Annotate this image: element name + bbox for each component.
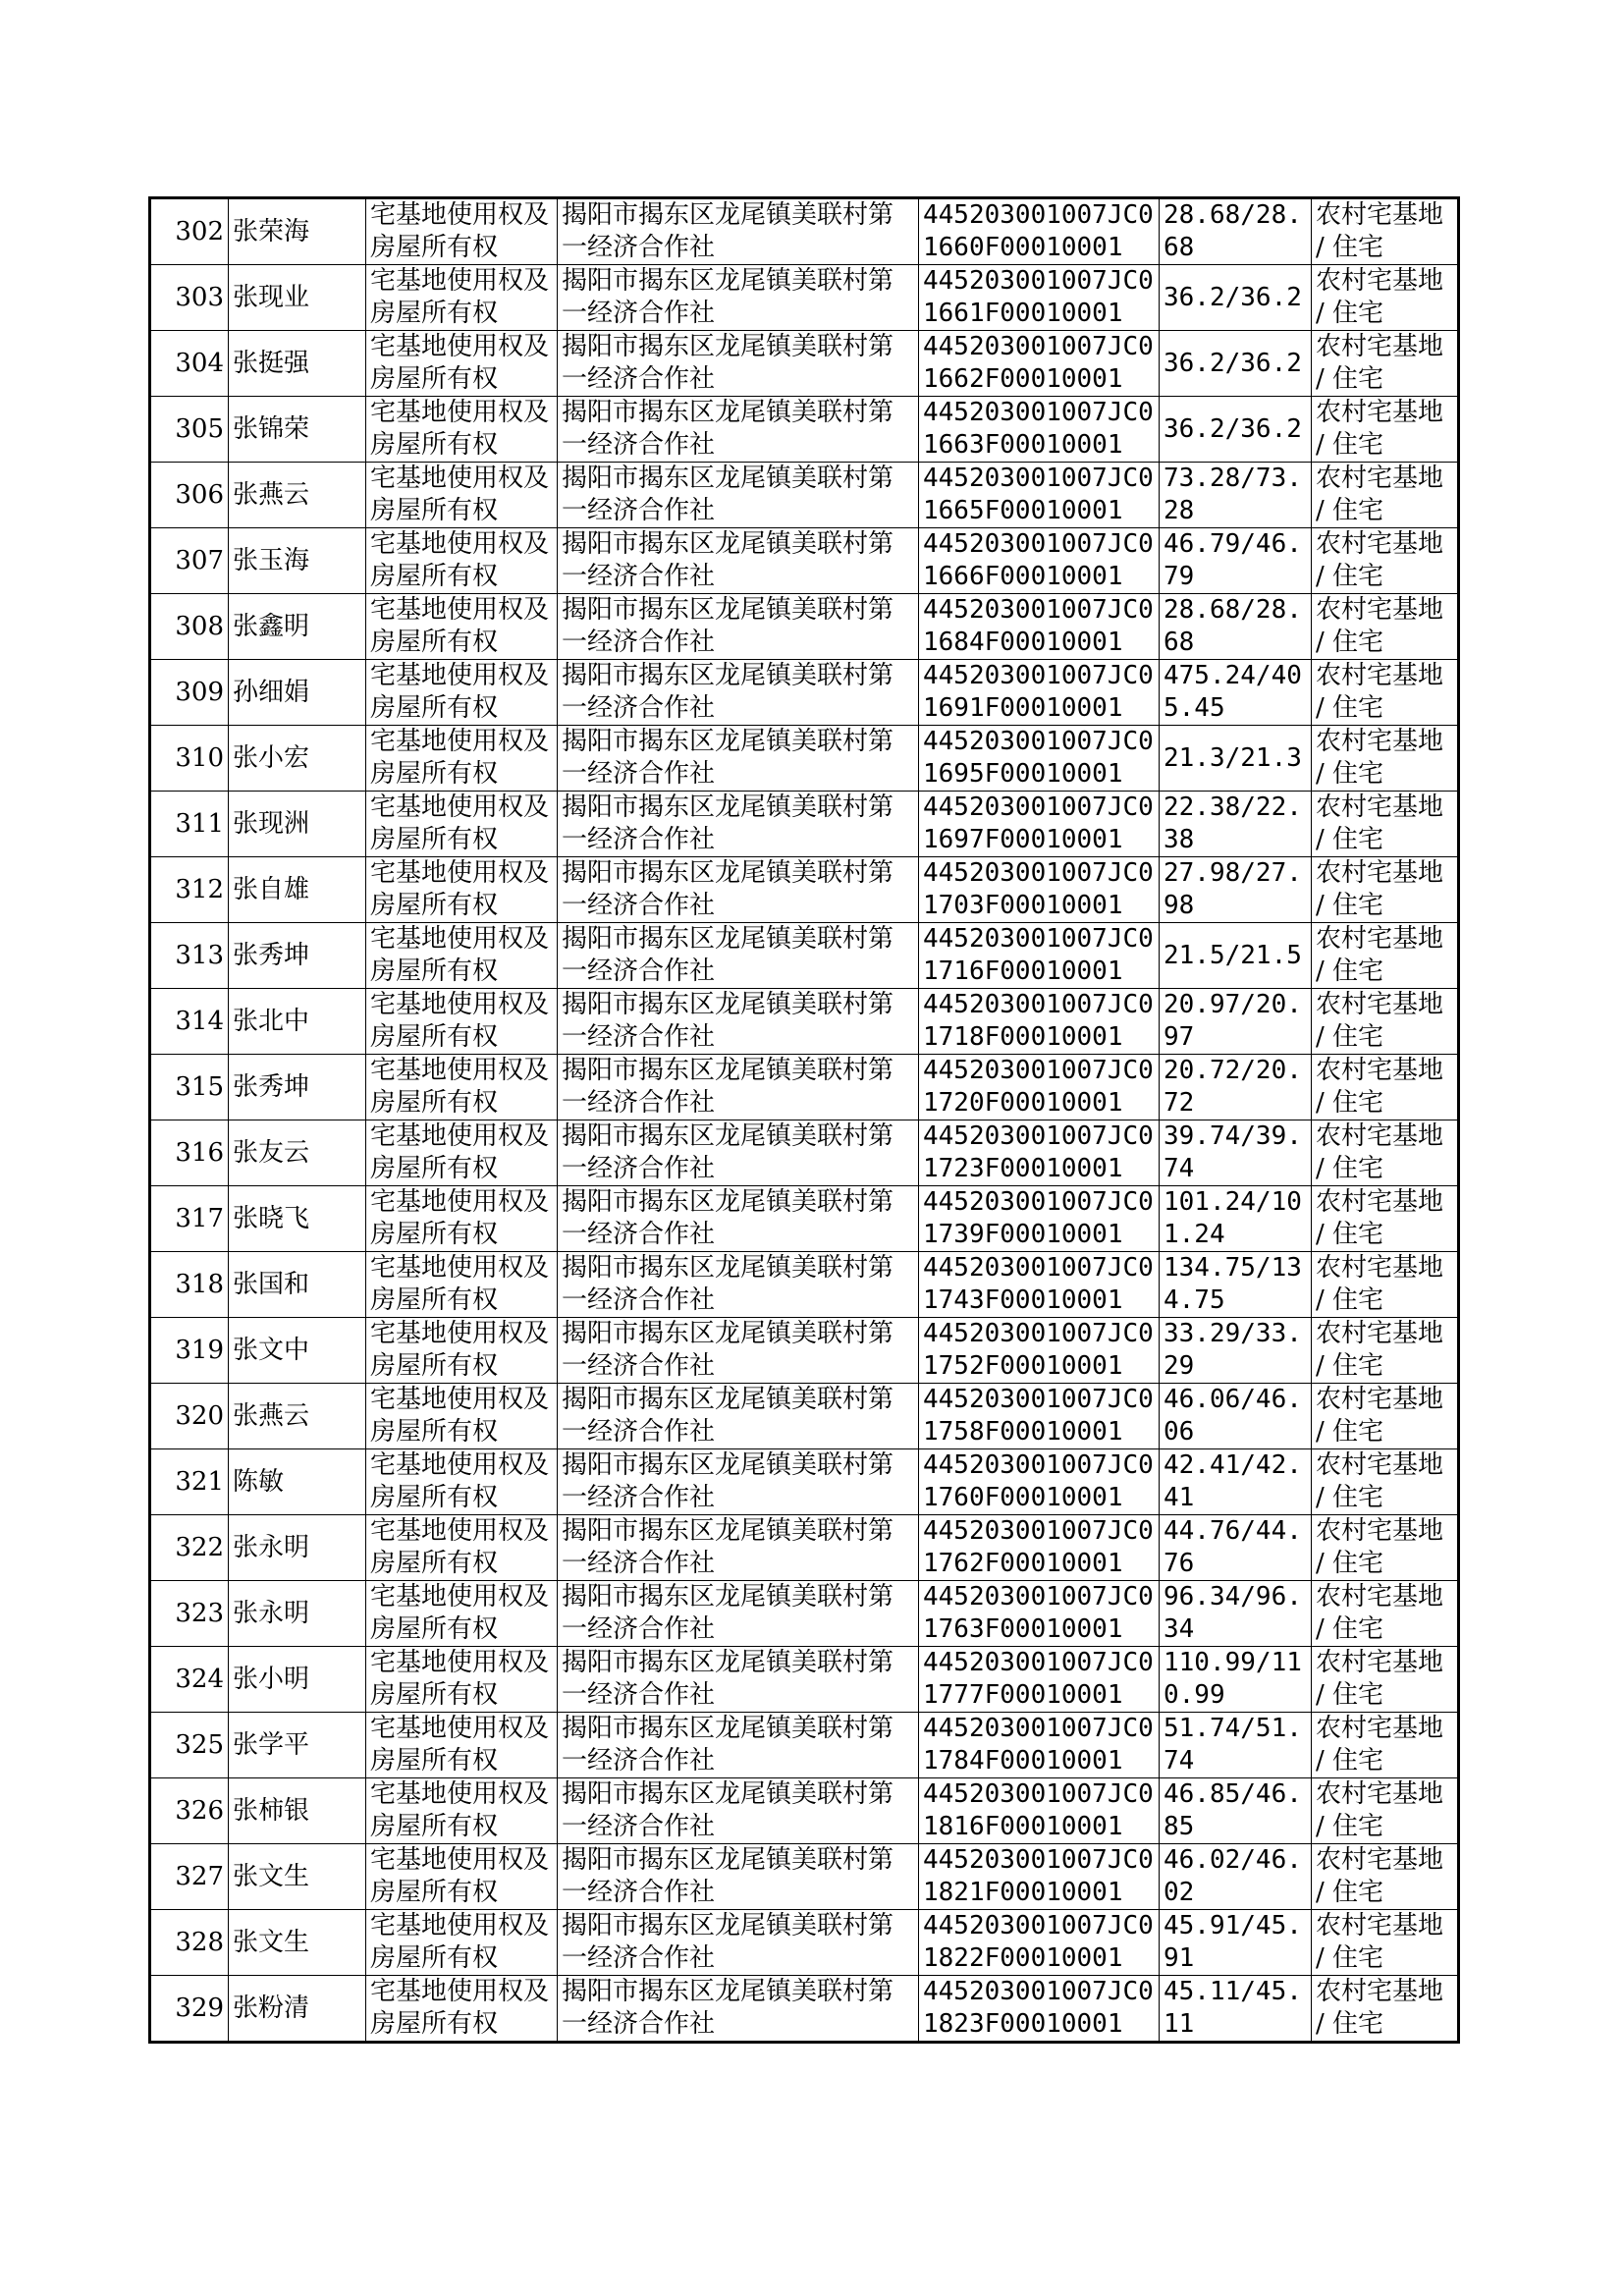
- land-use-cell: 农村宅基地 / 住宅: [1312, 1120, 1459, 1186]
- row-number-cell: 323: [150, 1581, 229, 1647]
- right-type-cell: 宅基地使用权及房屋所有权: [366, 660, 558, 726]
- right-type-cell: 宅基地使用权及房屋所有权: [366, 463, 558, 528]
- row-number-cell: 327: [150, 1844, 229, 1910]
- land-use-cell: 农村宅基地 / 住宅: [1312, 1318, 1459, 1384]
- row-number-cell: 321: [150, 1449, 229, 1515]
- land-use-cell: 农村宅基地 / 住宅: [1312, 1581, 1459, 1647]
- parcel-code-cell: 445203001007JC01816F00010001: [919, 1778, 1160, 1844]
- collective-org-cell: 揭阳市揭东区龙尾镇美联村第一经济合作社: [558, 198, 919, 265]
- land-use-cell: 农村宅基地 / 住宅: [1312, 1713, 1459, 1778]
- parcel-code-cell: 445203001007JC01823F00010001: [919, 1976, 1160, 2043]
- land-use-cell: 农村宅基地 / 住宅: [1312, 726, 1459, 792]
- table-row: [150, 1384, 1459, 1449]
- owner-name-cell: 张文生: [229, 1844, 366, 1910]
- table-row: [150, 923, 1459, 989]
- owner-name-cell: 张学平: [229, 1713, 366, 1778]
- right-type-cell: 宅基地使用权及房屋所有权: [366, 1449, 558, 1515]
- parcel-code-cell: 445203001007JC01758F00010001: [919, 1384, 1160, 1449]
- row-number-cell: 319: [150, 1318, 229, 1384]
- collective-org-cell: 揭阳市揭东区龙尾镇美联村第一经济合作社: [558, 660, 919, 726]
- table-row: [150, 1055, 1459, 1120]
- owner-name-cell: 张小宏: [229, 726, 366, 792]
- table-row: [150, 1844, 1459, 1910]
- table-row: [150, 1449, 1459, 1515]
- land-use-cell: 农村宅基地 / 住宅: [1312, 1647, 1459, 1713]
- land-use-cell: 农村宅基地 / 住宅: [1312, 792, 1459, 857]
- parcel-code-cell: 445203001007JC01821F00010001: [919, 1844, 1160, 1910]
- right-type-cell: 宅基地使用权及房屋所有权: [366, 1055, 558, 1120]
- table-row: [150, 1713, 1459, 1778]
- table-row: [150, 1120, 1459, 1186]
- row-number-cell: 307: [150, 528, 229, 594]
- right-type-cell: 宅基地使用权及房屋所有权: [366, 792, 558, 857]
- table-row: [150, 528, 1459, 594]
- table-row: [150, 198, 1459, 265]
- row-number-cell: 308: [150, 594, 229, 660]
- table-row: [150, 1647, 1459, 1713]
- collective-org-cell: 揭阳市揭东区龙尾镇美联村第一经济合作社: [558, 265, 919, 331]
- owner-name-cell: 张永明: [229, 1581, 366, 1647]
- area-value-cell: 27.98/27.98: [1160, 857, 1312, 923]
- parcel-code-cell: 445203001007JC01723F00010001: [919, 1120, 1160, 1186]
- parcel-code-cell: 445203001007JC01763F00010001: [919, 1581, 1160, 1647]
- row-number-cell: 303: [150, 265, 229, 331]
- area-value-cell: 21.5/21.5: [1160, 923, 1312, 989]
- right-type-cell: 宅基地使用权及房屋所有权: [366, 1515, 558, 1581]
- table-row: [150, 463, 1459, 528]
- land-use-cell: 农村宅基地 / 住宅: [1312, 1384, 1459, 1449]
- parcel-code-cell: 445203001007JC01720F00010001: [919, 1055, 1160, 1120]
- area-value-cell: 22.38/22.38: [1160, 792, 1312, 857]
- row-number-cell: 315: [150, 1055, 229, 1120]
- owner-name-cell: 张小明: [229, 1647, 366, 1713]
- right-type-cell: 宅基地使用权及房屋所有权: [366, 1647, 558, 1713]
- collective-org-cell: 揭阳市揭东区龙尾镇美联村第一经济合作社: [558, 923, 919, 989]
- row-number-cell: 324: [150, 1647, 229, 1713]
- right-type-cell: 宅基地使用权及房屋所有权: [366, 1318, 558, 1384]
- collective-org-cell: 揭阳市揭东区龙尾镇美联村第一经济合作社: [558, 726, 919, 792]
- owner-name-cell: 张晓飞: [229, 1186, 366, 1252]
- parcel-code-cell: 445203001007JC01752F00010001: [919, 1318, 1160, 1384]
- parcel-code-cell: 445203001007JC01777F00010001: [919, 1647, 1160, 1713]
- collective-org-cell: 揭阳市揭东区龙尾镇美联村第一经济合作社: [558, 1844, 919, 1910]
- row-number-cell: 313: [150, 923, 229, 989]
- parcel-code-cell: 445203001007JC01662F00010001: [919, 331, 1160, 397]
- parcel-code-cell: 445203001007JC01784F00010001: [919, 1713, 1160, 1778]
- land-use-cell: 农村宅基地 / 住宅: [1312, 989, 1459, 1055]
- collective-org-cell: 揭阳市揭东区龙尾镇美联村第一经济合作社: [558, 1384, 919, 1449]
- land-use-cell: 农村宅基地 / 住宅: [1312, 198, 1459, 265]
- table-row: [150, 331, 1459, 397]
- land-use-cell: 农村宅基地 / 住宅: [1312, 594, 1459, 660]
- right-type-cell: 宅基地使用权及房屋所有权: [366, 397, 558, 463]
- collective-org-cell: 揭阳市揭东区龙尾镇美联村第一经济合作社: [558, 1713, 919, 1778]
- parcel-code-cell: 445203001007JC01718F00010001: [919, 989, 1160, 1055]
- owner-name-cell: 张秀坤: [229, 1055, 366, 1120]
- collective-org-cell: 揭阳市揭东区龙尾镇美联村第一经济合作社: [558, 1976, 919, 2043]
- owner-name-cell: 张友云: [229, 1120, 366, 1186]
- collective-org-cell: 揭阳市揭东区龙尾镇美联村第一经济合作社: [558, 331, 919, 397]
- collective-org-cell: 揭阳市揭东区龙尾镇美联村第一经济合作社: [558, 989, 919, 1055]
- row-number-cell: 312: [150, 857, 229, 923]
- collective-org-cell: 揭阳市揭东区龙尾镇美联村第一经济合作社: [558, 1055, 919, 1120]
- right-type-cell: 宅基地使用权及房屋所有权: [366, 1976, 558, 2043]
- row-number-cell: 326: [150, 1778, 229, 1844]
- area-value-cell: 28.68/28.68: [1160, 198, 1312, 265]
- owner-name-cell: 张文生: [229, 1910, 366, 1976]
- right-type-cell: 宅基地使用权及房屋所有权: [366, 989, 558, 1055]
- owner-name-cell: 张挺强: [229, 331, 366, 397]
- owner-name-cell: 张现业: [229, 265, 366, 331]
- owner-name-cell: 张荣海: [229, 198, 366, 265]
- area-value-cell: 42.41/42.41: [1160, 1449, 1312, 1515]
- collective-org-cell: 揭阳市揭东区龙尾镇美联村第一经济合作社: [558, 1581, 919, 1647]
- table-row: [150, 792, 1459, 857]
- collective-org-cell: 揭阳市揭东区龙尾镇美联村第一经济合作社: [558, 1449, 919, 1515]
- table-row: [150, 1318, 1459, 1384]
- land-use-cell: 农村宅基地 / 住宅: [1312, 1778, 1459, 1844]
- owner-name-cell: 张粉清: [229, 1976, 366, 2043]
- row-number-cell: 304: [150, 331, 229, 397]
- land-use-cell: 农村宅基地 / 住宅: [1312, 1976, 1459, 2043]
- land-use-cell: 农村宅基地 / 住宅: [1312, 923, 1459, 989]
- table-row: [150, 1515, 1459, 1581]
- right-type-cell: 宅基地使用权及房屋所有权: [366, 198, 558, 265]
- right-type-cell: 宅基地使用权及房屋所有权: [366, 1252, 558, 1318]
- row-number-cell: 302: [150, 198, 229, 265]
- area-value-cell: 36.2/36.2: [1160, 397, 1312, 463]
- collective-org-cell: 揭阳市揭东区龙尾镇美联村第一经济合作社: [558, 1252, 919, 1318]
- collective-org-cell: 揭阳市揭东区龙尾镇美联村第一经济合作社: [558, 463, 919, 528]
- land-use-cell: 农村宅基地 / 住宅: [1312, 1055, 1459, 1120]
- land-use-cell: 农村宅基地 / 住宅: [1312, 1186, 1459, 1252]
- area-value-cell: 39.74/39.74: [1160, 1120, 1312, 1186]
- parcel-code-cell: 445203001007JC01695F00010001: [919, 726, 1160, 792]
- right-type-cell: 宅基地使用权及房屋所有权: [366, 1713, 558, 1778]
- collective-org-cell: 揭阳市揭东区龙尾镇美联村第一经济合作社: [558, 1910, 919, 1976]
- owner-name-cell: 陈敏: [229, 1449, 366, 1515]
- row-number-cell: 316: [150, 1120, 229, 1186]
- collective-org-cell: 揭阳市揭东区龙尾镇美联村第一经济合作社: [558, 397, 919, 463]
- land-use-cell: 农村宅基地 / 住宅: [1312, 265, 1459, 331]
- table-row: [150, 1252, 1459, 1318]
- land-use-cell: 农村宅基地 / 住宅: [1312, 1910, 1459, 1976]
- collective-org-cell: 揭阳市揭东区龙尾镇美联村第一经济合作社: [558, 1515, 919, 1581]
- land-use-cell: 农村宅基地 / 住宅: [1312, 1252, 1459, 1318]
- collective-org-cell: 揭阳市揭东区龙尾镇美联村第一经济合作社: [558, 1647, 919, 1713]
- owner-name-cell: 张自雄: [229, 857, 366, 923]
- land-use-cell: 农村宅基地 / 住宅: [1312, 1844, 1459, 1910]
- collective-org-cell: 揭阳市揭东区龙尾镇美联村第一经济合作社: [558, 792, 919, 857]
- area-value-cell: 45.11/45.11: [1160, 1976, 1312, 2043]
- right-type-cell: 宅基地使用权及房屋所有权: [366, 923, 558, 989]
- parcel-code-cell: 445203001007JC01666F00010001: [919, 528, 1160, 594]
- row-number-cell: 314: [150, 989, 229, 1055]
- area-value-cell: 20.72/20.72: [1160, 1055, 1312, 1120]
- owner-name-cell: 孙细娟: [229, 660, 366, 726]
- table-row: [150, 660, 1459, 726]
- row-number-cell: 318: [150, 1252, 229, 1318]
- right-type-cell: 宅基地使用权及房屋所有权: [366, 1844, 558, 1910]
- table-row: [150, 397, 1459, 463]
- right-type-cell: 宅基地使用权及房屋所有权: [366, 1186, 558, 1252]
- area-value-cell: 46.06/46.06: [1160, 1384, 1312, 1449]
- owner-name-cell: 张燕云: [229, 463, 366, 528]
- owner-name-cell: 张锦荣: [229, 397, 366, 463]
- right-type-cell: 宅基地使用权及房屋所有权: [366, 1384, 558, 1449]
- row-number-cell: 329: [150, 1976, 229, 2043]
- land-use-cell: 农村宅基地 / 住宅: [1312, 528, 1459, 594]
- parcel-code-cell: 445203001007JC01660F00010001: [919, 198, 1160, 265]
- area-value-cell: 46.79/46.79: [1160, 528, 1312, 594]
- area-value-cell: 36.2/36.2: [1160, 331, 1312, 397]
- parcel-code-cell: 445203001007JC01665F00010001: [919, 463, 1160, 528]
- land-use-cell: 农村宅基地 / 住宅: [1312, 397, 1459, 463]
- collective-org-cell: 揭阳市揭东区龙尾镇美联村第一经济合作社: [558, 1318, 919, 1384]
- area-value-cell: 33.29/33.29: [1160, 1318, 1312, 1384]
- parcel-code-cell: 445203001007JC01762F00010001: [919, 1515, 1160, 1581]
- row-number-cell: 306: [150, 463, 229, 528]
- table-row: [150, 265, 1459, 331]
- area-value-cell: 110.99/110.99: [1160, 1647, 1312, 1713]
- collective-org-cell: 揭阳市揭东区龙尾镇美联村第一经济合作社: [558, 1186, 919, 1252]
- table-row: [150, 1778, 1459, 1844]
- area-value-cell: 96.34/96.34: [1160, 1581, 1312, 1647]
- table-row: [150, 1581, 1459, 1647]
- right-type-cell: 宅基地使用权及房屋所有权: [366, 331, 558, 397]
- parcel-code-cell: 445203001007JC01697F00010001: [919, 792, 1160, 857]
- area-value-cell: 45.91/45.91: [1160, 1910, 1312, 1976]
- right-type-cell: 宅基地使用权及房屋所有权: [366, 1120, 558, 1186]
- right-type-cell: 宅基地使用权及房屋所有权: [366, 857, 558, 923]
- owner-name-cell: 张国和: [229, 1252, 366, 1318]
- owner-name-cell: 张永明: [229, 1515, 366, 1581]
- owner-name-cell: 张文中: [229, 1318, 366, 1384]
- row-number-cell: 309: [150, 660, 229, 726]
- table-row: [150, 594, 1459, 660]
- owner-name-cell: 张燕云: [229, 1384, 366, 1449]
- area-value-cell: 46.85/46.85: [1160, 1778, 1312, 1844]
- table-row: [150, 1186, 1459, 1252]
- row-number-cell: 310: [150, 726, 229, 792]
- row-number-cell: 311: [150, 792, 229, 857]
- land-use-cell: 农村宅基地 / 住宅: [1312, 463, 1459, 528]
- area-value-cell: 36.2/36.2: [1160, 265, 1312, 331]
- table-body: [150, 198, 1459, 2043]
- owner-name-cell: 张秀坤: [229, 923, 366, 989]
- owner-name-cell: 张北中: [229, 989, 366, 1055]
- owner-name-cell: 张柿银: [229, 1778, 366, 1844]
- table-row: [150, 1976, 1459, 2043]
- parcel-code-cell: 445203001007JC01822F00010001: [919, 1910, 1160, 1976]
- right-type-cell: 宅基地使用权及房屋所有权: [366, 1910, 558, 1976]
- area-value-cell: 51.74/51.74: [1160, 1713, 1312, 1778]
- area-value-cell: 101.24/101.24: [1160, 1186, 1312, 1252]
- row-number-cell: 325: [150, 1713, 229, 1778]
- land-use-cell: 农村宅基地 / 住宅: [1312, 857, 1459, 923]
- parcel-code-cell: 445203001007JC01760F00010001: [919, 1449, 1160, 1515]
- area-value-cell: 20.97/20.97: [1160, 989, 1312, 1055]
- row-number-cell: 320: [150, 1384, 229, 1449]
- row-number-cell: 317: [150, 1186, 229, 1252]
- owner-name-cell: 张玉海: [229, 528, 366, 594]
- area-value-cell: 44.76/44.76: [1160, 1515, 1312, 1581]
- area-value-cell: 134.75/134.75: [1160, 1252, 1312, 1318]
- table-row: [150, 1910, 1459, 1976]
- parcel-code-cell: 445203001007JC01661F00010001: [919, 265, 1160, 331]
- right-type-cell: 宅基地使用权及房屋所有权: [366, 594, 558, 660]
- parcel-code-cell: 445203001007JC01703F00010001: [919, 857, 1160, 923]
- parcel-code-cell: 445203001007JC01691F00010001: [919, 660, 1160, 726]
- land-use-cell: 农村宅基地 / 住宅: [1312, 660, 1459, 726]
- collective-org-cell: 揭阳市揭东区龙尾镇美联村第一经济合作社: [558, 528, 919, 594]
- area-value-cell: 21.3/21.3: [1160, 726, 1312, 792]
- area-value-cell: 28.68/28.68: [1160, 594, 1312, 660]
- area-value-cell: 73.28/73.28: [1160, 463, 1312, 528]
- right-type-cell: 宅基地使用权及房屋所有权: [366, 1581, 558, 1647]
- row-number-cell: 305: [150, 397, 229, 463]
- parcel-code-cell: 445203001007JC01716F00010001: [919, 923, 1160, 989]
- parcel-code-cell: 445203001007JC01663F00010001: [919, 397, 1160, 463]
- owner-name-cell: 张现洲: [229, 792, 366, 857]
- table-row: [150, 989, 1459, 1055]
- right-type-cell: 宅基地使用权及房屋所有权: [366, 528, 558, 594]
- registration-table: [148, 196, 1460, 2044]
- area-value-cell: 475.24/405.45: [1160, 660, 1312, 726]
- owner-name-cell: 张鑫明: [229, 594, 366, 660]
- collective-org-cell: 揭阳市揭东区龙尾镇美联村第一经济合作社: [558, 594, 919, 660]
- row-number-cell: 322: [150, 1515, 229, 1581]
- parcel-code-cell: 445203001007JC01739F00010001: [919, 1186, 1160, 1252]
- table-row: [150, 726, 1459, 792]
- collective-org-cell: 揭阳市揭东区龙尾镇美联村第一经济合作社: [558, 1120, 919, 1186]
- table-row: [150, 857, 1459, 923]
- parcel-code-cell: 445203001007JC01743F00010001: [919, 1252, 1160, 1318]
- land-use-cell: 农村宅基地 / 住宅: [1312, 331, 1459, 397]
- collective-org-cell: 揭阳市揭东区龙尾镇美联村第一经济合作社: [558, 1778, 919, 1844]
- land-use-cell: 农村宅基地 / 住宅: [1312, 1449, 1459, 1515]
- area-value-cell: 46.02/46.02: [1160, 1844, 1312, 1910]
- collective-org-cell: 揭阳市揭东区龙尾镇美联村第一经济合作社: [558, 857, 919, 923]
- land-use-cell: 农村宅基地 / 住宅: [1312, 1515, 1459, 1581]
- right-type-cell: 宅基地使用权及房屋所有权: [366, 1778, 558, 1844]
- right-type-cell: 宅基地使用权及房屋所有权: [366, 726, 558, 792]
- parcel-code-cell: 445203001007JC01684F00010001: [919, 594, 1160, 660]
- row-number-cell: 328: [150, 1910, 229, 1976]
- right-type-cell: 宅基地使用权及房屋所有权: [366, 265, 558, 331]
